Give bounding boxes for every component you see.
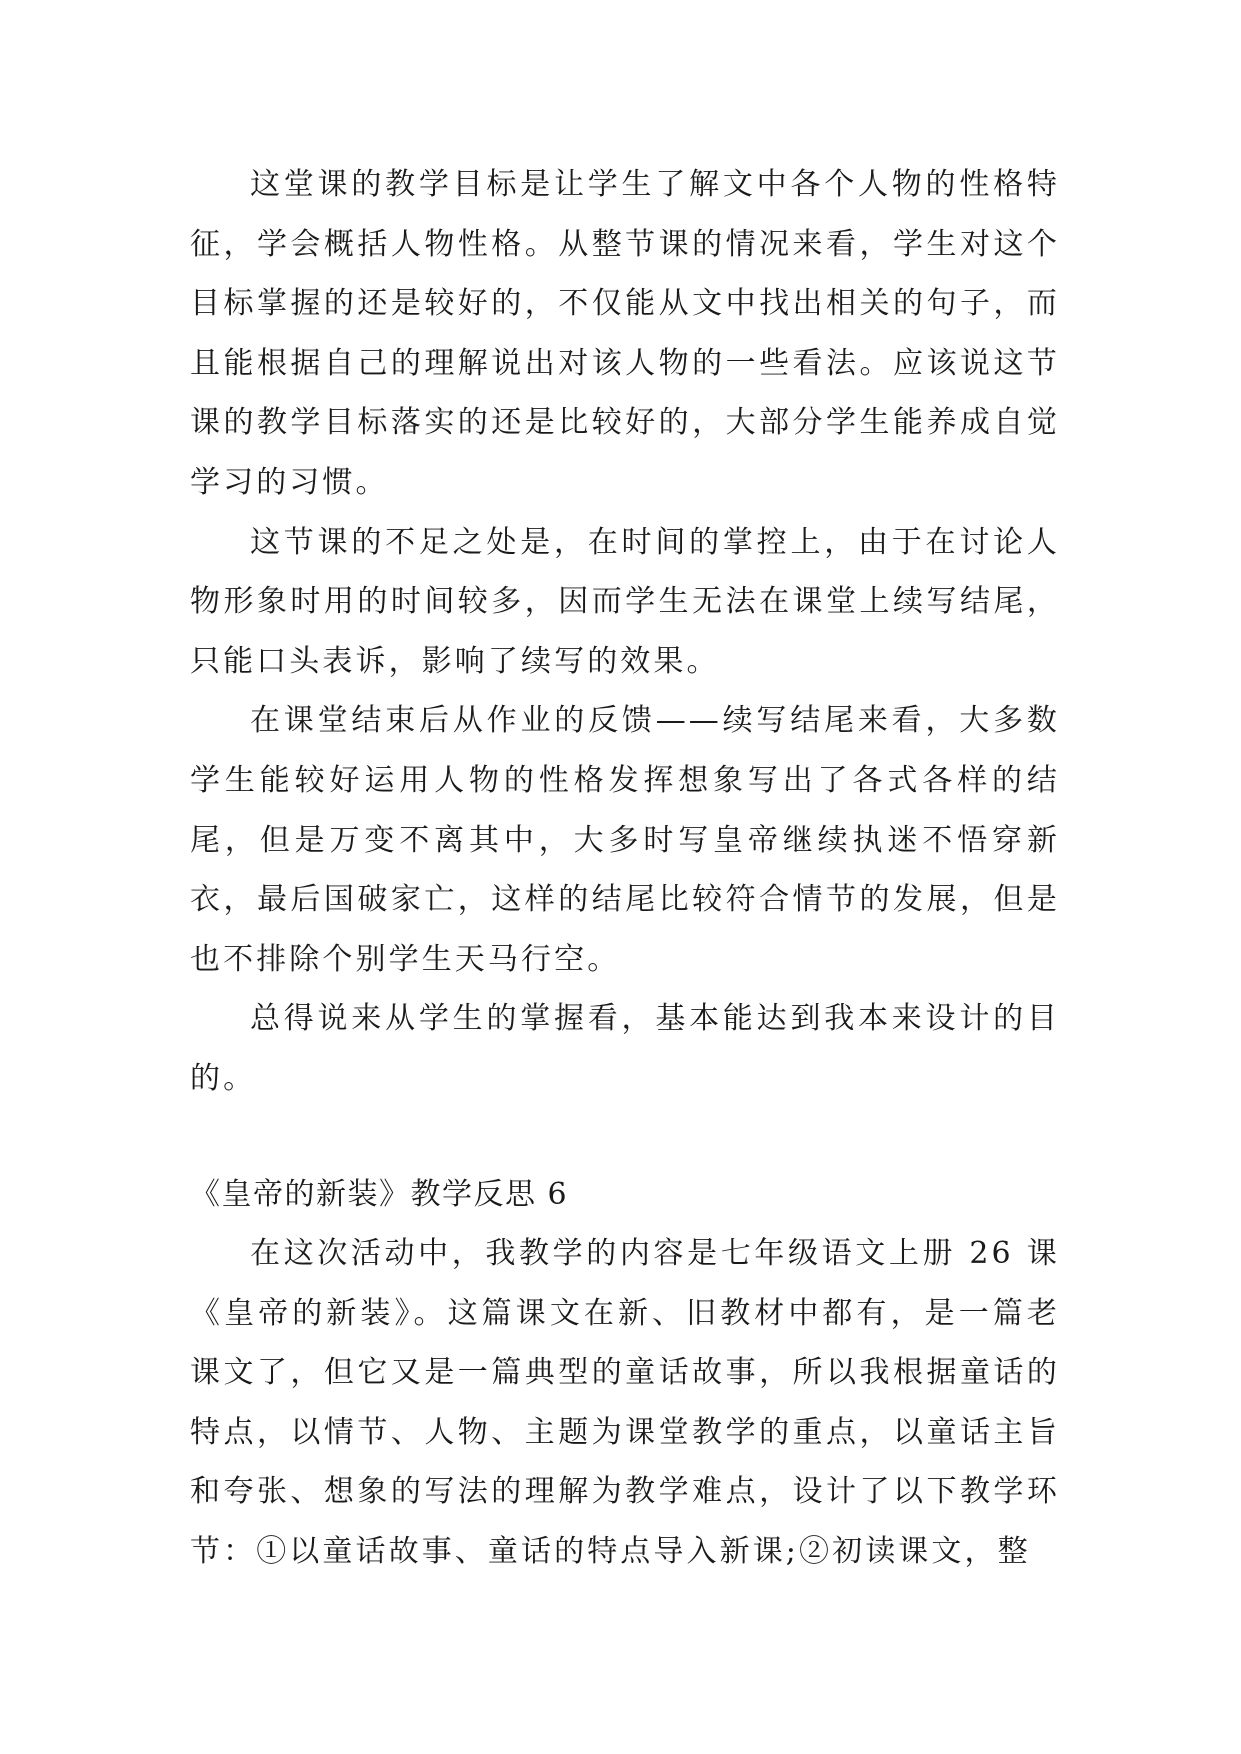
- document-page: [190, 155, 1060, 1582]
- paragraph-shortcomings: 这节课的不足之处是，在时间的掌控上，由于在讨论人物形象时用的时间较多，因而学生无法在课堂上续写结尾，只能口头表诉，影响了续写的效果。: [190, 524, 1060, 679]
- paragraph-homework-feedback: 在课堂结束后从作业的反馈——续写结尾来看，大多数学生能较好运用人物的性格发挥想象写出了各式各样的结尾，但是万变不离其中，大多时写皇帝继续执迷不悟穿新衣，最后国破家亡，这样的结尾比较符合情节的发展，但是也不排除个别学生天马行空。: [190, 703, 1060, 977]
- paragraph-summary: 总得说来从学生的掌握看，基本能达到我本来设计的目的。: [190, 1001, 1060, 1096]
- section-title: 《皇帝的新装》教学反思 6: [190, 1176, 569, 1212]
- paragraph-activity-intro: 在这次活动中，我教学的内容是七年级语文上册 26 课《皇帝的新装》。这篇课文在新、旧教材中都有，是一篇老课文了，但它又是一篇典型的童话故事，所以我根据童话的特点，以情节、人物、主题为课堂教学的重点，以童话主旨和夸张、想象的写法的理解为教学难点，设计了以下教学环节：①以童话故事、童话的特点导入新课;②初读课文，整: [190, 1236, 1060, 1570]
- paragraph-teaching-goal: 这堂课的教学目标是让学生了解文中各个人物的性格特征，学会概括人物性格。从整节课的情况来看，学生对这个目标掌握的还是较好的，不仅能从文中找出相关的句子，而且能根据自己的理解说出对该人物的一些看法。应该说这节课的教学目标落实的还是比较好的，大部分学生能养成自觉学习的习惯。: [190, 167, 1060, 500]
